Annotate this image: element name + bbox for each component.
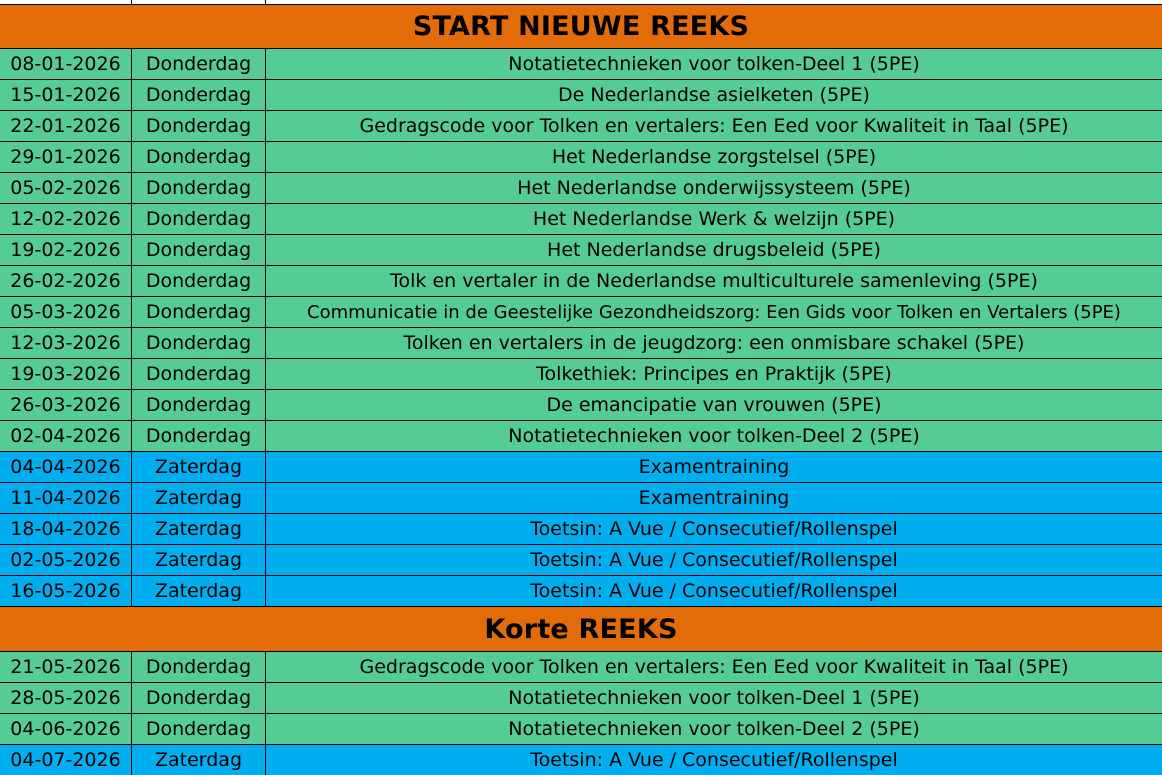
schedule-row[interactable] [0, 452, 1162, 483]
day-cell[interactable]: Donderdag [132, 173, 266, 203]
day-cell[interactable]: Donderdag [132, 266, 266, 296]
date-cell[interactable]: 16-05-2026 [0, 576, 132, 606]
subject-cell[interactable]: Het Nederlandse Werk & welzijn (5PE) [532, 208, 896, 230]
date-cell[interactable]: 05-02-2026 [0, 173, 132, 203]
schedule-row[interactable] [0, 390, 1162, 421]
subject-cell[interactable]: De emancipatie van vrouwen (5PE) [546, 394, 882, 416]
day-cell[interactable]: Donderdag [132, 297, 266, 327]
schedule-row[interactable] [0, 545, 1162, 576]
subject-cell[interactable]: De Nederlandse asielketen (5PE) [558, 84, 870, 106]
subject-cell[interactable]: Toetsin: A Vue / Consecutief/Rollenspel [530, 749, 898, 771]
schedule-row[interactable] [0, 328, 1162, 359]
subject-cell[interactable]: Communicatie in de Geestelijke Gezondheidszorg: Een Gids voor Tolken en Vertalers (5PE) [307, 301, 1121, 323]
day-cell[interactable]: Zaterdag [132, 452, 266, 482]
grid-cell[interactable] [132, 0, 266, 5]
date-cell[interactable]: 29-01-2026 [0, 142, 132, 172]
day-cell[interactable]: Zaterdag [132, 576, 266, 606]
section-title: START NIEUWE REEKS [412, 11, 750, 42]
schedule-row[interactable] [0, 297, 1162, 328]
subject-cell[interactable]: Gedragscode voor Tolken en vertalers: Een Eed voor Kwaliteit in Taal (5PE) [359, 115, 1069, 137]
day-cell[interactable]: Donderdag [132, 80, 266, 110]
schedule-row[interactable] [0, 80, 1162, 111]
date-cell[interactable]: 19-03-2026 [0, 359, 132, 389]
subject-cell[interactable]: Het Nederlandse onderwijssysteem (5PE) [517, 177, 911, 199]
day-cell[interactable]: Donderdag [132, 49, 266, 79]
date-cell[interactable]: 02-05-2026 [0, 545, 132, 575]
schedule-row[interactable] [0, 576, 1162, 607]
date-cell[interactable]: 04-06-2026 [0, 714, 132, 744]
date-cell[interactable]: 21-05-2026 [0, 652, 132, 682]
date-cell[interactable]: 28-05-2026 [0, 683, 132, 713]
day-cell[interactable]: Donderdag [132, 142, 266, 172]
subject-cell[interactable]: Tolkethiek: Principes en Praktijk (5PE) [536, 363, 892, 385]
schedule-row[interactable] [0, 483, 1162, 514]
date-cell[interactable]: 05-03-2026 [0, 297, 132, 327]
date-cell[interactable]: 26-03-2026 [0, 390, 132, 420]
schedule-row[interactable] [0, 359, 1162, 390]
schedule-row[interactable] [0, 514, 1162, 545]
date-cell[interactable]: 02-04-2026 [0, 421, 132, 451]
date-cell[interactable]: 12-02-2026 [0, 204, 132, 234]
subject-cell[interactable]: Toetsin: A Vue / Consecutief/Rollenspel [530, 549, 898, 571]
date-cell[interactable]: 19-02-2026 [0, 235, 132, 265]
day-cell[interactable]: Donderdag [132, 204, 266, 234]
schedule-row[interactable] [0, 714, 1162, 745]
schedule-row[interactable] [0, 142, 1162, 173]
day-cell[interactable]: Donderdag [132, 328, 266, 358]
day-cell[interactable]: Donderdag [132, 421, 266, 451]
schedule-row[interactable] [0, 652, 1162, 683]
date-cell[interactable]: 15-01-2026 [0, 80, 132, 110]
section-header[interactable] [0, 607, 1162, 652]
date-cell[interactable]: 22-01-2026 [0, 111, 132, 141]
schedule-row[interactable] [0, 235, 1162, 266]
day-cell[interactable]: Donderdag [132, 714, 266, 744]
subject-cell[interactable]: Het Nederlandse zorgstelsel (5PE) [551, 146, 877, 168]
date-cell[interactable]: 18-04-2026 [0, 514, 132, 544]
day-cell[interactable]: Donderdag [132, 683, 266, 713]
schedule-row[interactable] [0, 204, 1162, 235]
section-title: Korte REEKS [484, 613, 678, 645]
date-cell[interactable]: 08-01-2026 [0, 49, 132, 79]
top-strip-row [0, 0, 1162, 5]
subject-cell[interactable]: Notatietechnieken voor tolken-Deel 1 (5PE) [508, 687, 920, 709]
subject-cell[interactable]: Het Nederlandse drugsbeleid (5PE) [547, 239, 881, 261]
day-cell[interactable]: Zaterdag [132, 745, 266, 775]
subject-cell[interactable]: Notatietechnieken voor tolken-Deel 2 (5PE) [508, 425, 920, 447]
schedule-row[interactable] [0, 421, 1162, 452]
schedule-row[interactable] [0, 173, 1162, 204]
day-cell[interactable]: Donderdag [132, 111, 266, 141]
section-header[interactable] [0, 5, 1162, 49]
day-cell[interactable]: Donderdag [132, 235, 266, 265]
subject-cell[interactable]: Tolken en vertalers in de jeugdzorg: een onmisbare schakel (5PE) [403, 332, 1025, 354]
schedule-row[interactable] [0, 111, 1162, 142]
schedule-row[interactable] [0, 49, 1162, 80]
date-cell[interactable]: 26-02-2026 [0, 266, 132, 296]
date-cell[interactable]: 12-03-2026 [0, 328, 132, 358]
subject-cell[interactable]: Examentraining [638, 456, 790, 478]
schedule-row[interactable] [0, 266, 1162, 297]
day-cell[interactable]: Zaterdag [132, 545, 266, 575]
subject-cell[interactable]: Toetsin: A Vue / Consecutief/Rollenspel [530, 580, 898, 602]
schedule-row[interactable] [0, 745, 1162, 775]
subject-cell[interactable]: Gedragscode voor Tolken en vertalers: Een Eed voor Kwaliteit in Taal (5PE) [359, 656, 1069, 678]
subject-cell[interactable]: Tolk en vertaler in de Nederlandse multiculturele samenleving (5PE) [390, 270, 1038, 292]
day-cell[interactable]: Donderdag [132, 652, 266, 682]
day-cell[interactable]: Zaterdag [132, 514, 266, 544]
subject-cell[interactable]: Notatietechnieken voor tolken-Deel 2 (5PE) [508, 718, 920, 740]
grid-cell[interactable] [266, 0, 1162, 5]
grid-cell[interactable] [0, 0, 132, 5]
subject-cell[interactable]: Notatietechnieken voor tolken-Deel 1 (5PE) [508, 53, 920, 75]
schedule-row[interactable] [0, 683, 1162, 714]
day-cell[interactable]: Donderdag [132, 359, 266, 389]
date-cell[interactable]: 04-07-2026 [0, 745, 132, 775]
subject-cell[interactable]: Examentraining [638, 487, 790, 509]
date-cell[interactable]: 04-04-2026 [0, 452, 132, 482]
day-cell[interactable]: Zaterdag [132, 483, 266, 513]
date-cell[interactable]: 11-04-2026 [0, 483, 132, 513]
day-cell[interactable]: Donderdag [132, 390, 266, 420]
subject-cell[interactable]: Toetsin: A Vue / Consecutief/Rollenspel [530, 518, 898, 540]
